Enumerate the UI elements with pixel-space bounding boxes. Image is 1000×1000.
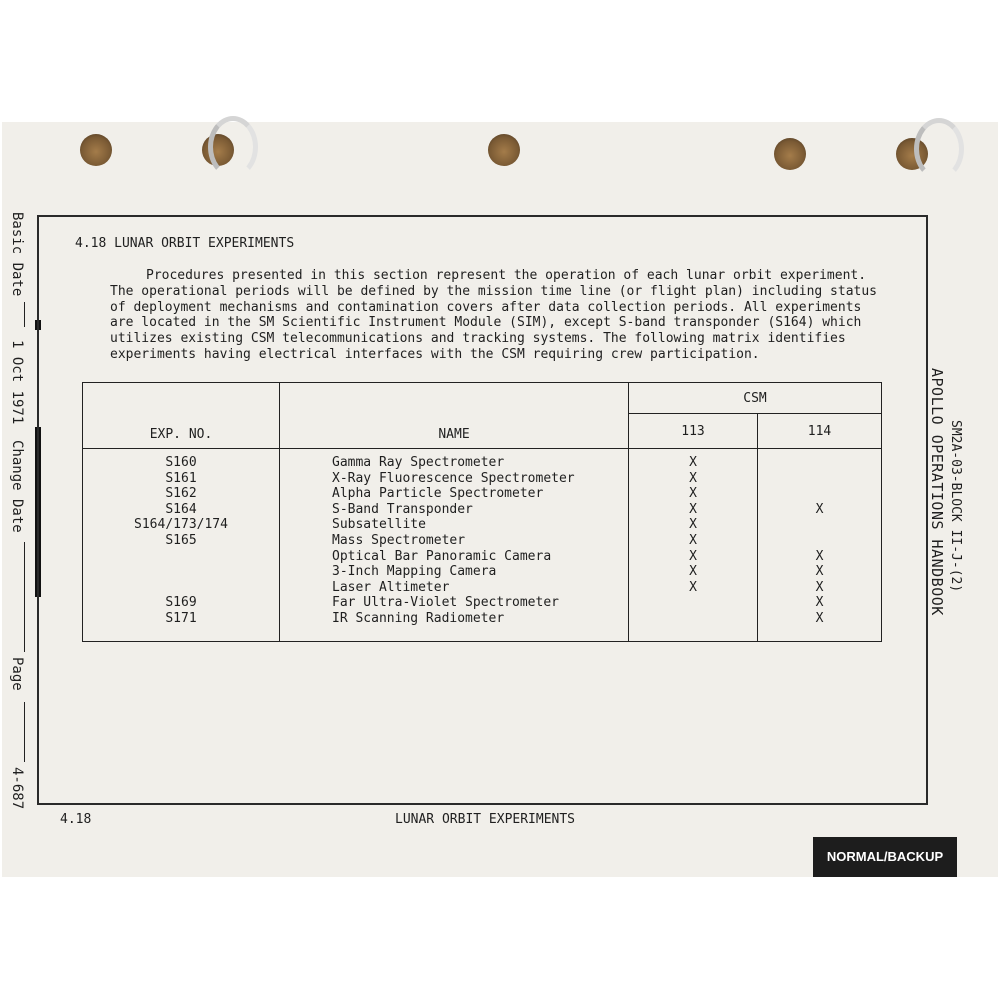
csm-114-mark: X [815,579,824,595]
header-name: NAME [280,383,629,449]
csm-114-mark [758,486,881,502]
experiment-matrix [82,382,882,642]
experiment-name: Gamma Ray Spectrometer [332,455,505,470]
experiment-name: Far Ultra-Violet Spectrometer [332,595,559,611]
exp-number: S161 [165,470,197,486]
csm-114-mark: X [815,548,824,564]
csm-114-column [758,449,882,642]
csm-114-mark: X [815,595,824,611]
csm-114-mark: X [815,501,824,517]
csm-113-mark: X [689,564,697,580]
binder-ring-2 [914,118,964,180]
csm-113-mark: X [689,579,697,595]
experiment-name: X-Ray Fluorescence Spectrometer [332,470,575,486]
csm-114-mark [758,471,881,487]
exp-number: S164 [165,501,197,517]
csm-113-mark: X [689,548,697,564]
csm-113-mark: X [689,455,697,470]
basic-date-label: Basic Date [9,212,25,297]
csm-113-mark: X [689,532,697,548]
csm-113-column [629,449,758,642]
binder-hole-4 [774,138,806,170]
exp-number: S171 [165,610,197,626]
exp-number [83,549,279,565]
binder-hole-1 [80,134,112,166]
header-exp-no: EXP. NO. [83,383,280,449]
experiment-name: IR Scanning Radiometer [332,610,505,626]
csm-113-mark [629,611,757,627]
page-number: 4-687 [9,767,25,810]
exp-number: S160 [165,455,197,470]
exp-number: S164/173/174 [134,517,228,533]
handbook-doc-id: SM2A-03-BLOCK II-J-(2) [948,420,963,593]
csm-113-mark [629,595,757,611]
margin-rule-3 [24,702,25,762]
header-csm-114: 114 [758,414,882,449]
basic-date-value: 1 Oct 1971 [9,340,25,425]
handbook-title: APOLLO OPERATIONS HANDBOOK [928,368,946,616]
section-intro: Procedures presented in this section represent the operation of each lunar orbit experiment. The operational periods will be defined by the mission time line (or flight plan) including status of deployment mechanisms and contamination covers after data collection periods. All experiments are located in the SM Scientific Instrument Module (SIM), except S-band transponder (S164) which utilizes existing CSM telecommunications and tracking systems. The following matrix identifies experiments having electrical interfaces with the CSM requiring crew participation. [110,268,878,362]
experiment-name: Optical Bar Panoramic Camera [332,548,552,564]
exp-number: S169 [165,595,197,611]
binder-ring-1 [208,116,258,178]
exp-number-column [83,449,280,642]
margin-rule-1 [24,302,25,327]
margin-rule-2 [24,542,25,652]
normal-backup-tab: NORMAL/BACKUP [813,837,957,877]
csm-114-mark [758,533,881,549]
footer-section-number: 4.18 [60,812,92,827]
change-date-label: Change Date [9,440,25,533]
csm-113-mark: X [689,501,697,517]
exp-number [83,580,279,596]
csm-114-mark: X [815,610,824,626]
header-csm-113: 113 [629,414,758,449]
experiment-name: Subsatellite [332,517,426,533]
header-csm: CSM [629,383,882,414]
csm-113-mark: X [689,517,697,533]
experiment-name: 3-Inch Mapping Camera [332,564,497,580]
csm-114-mark [758,517,881,533]
csm-114-mark [758,455,881,471]
footer-section-title: LUNAR ORBIT EXPERIMENTS [395,812,576,827]
csm-113-mark: X [689,470,697,486]
page-date-margin [6,212,30,812]
exp-number: S165 [165,532,197,548]
experiment-name: S-Band Transponder [332,501,473,517]
experiment-name-column [280,449,629,642]
section-heading: 4.18 LUNAR ORBIT EXPERIMENTS [75,236,295,251]
page-label: Page [9,657,25,691]
csm-114-mark: X [815,564,824,580]
exp-number [83,564,279,580]
experiment-name: Alpha Particle Spectrometer [332,486,544,502]
experiment-name: Laser Altimeter [332,579,450,595]
binder-hole-3 [488,134,520,166]
experiment-name: Mass Spectrometer [332,532,466,548]
exp-number: S162 [165,486,197,502]
csm-113-mark: X [689,486,697,502]
